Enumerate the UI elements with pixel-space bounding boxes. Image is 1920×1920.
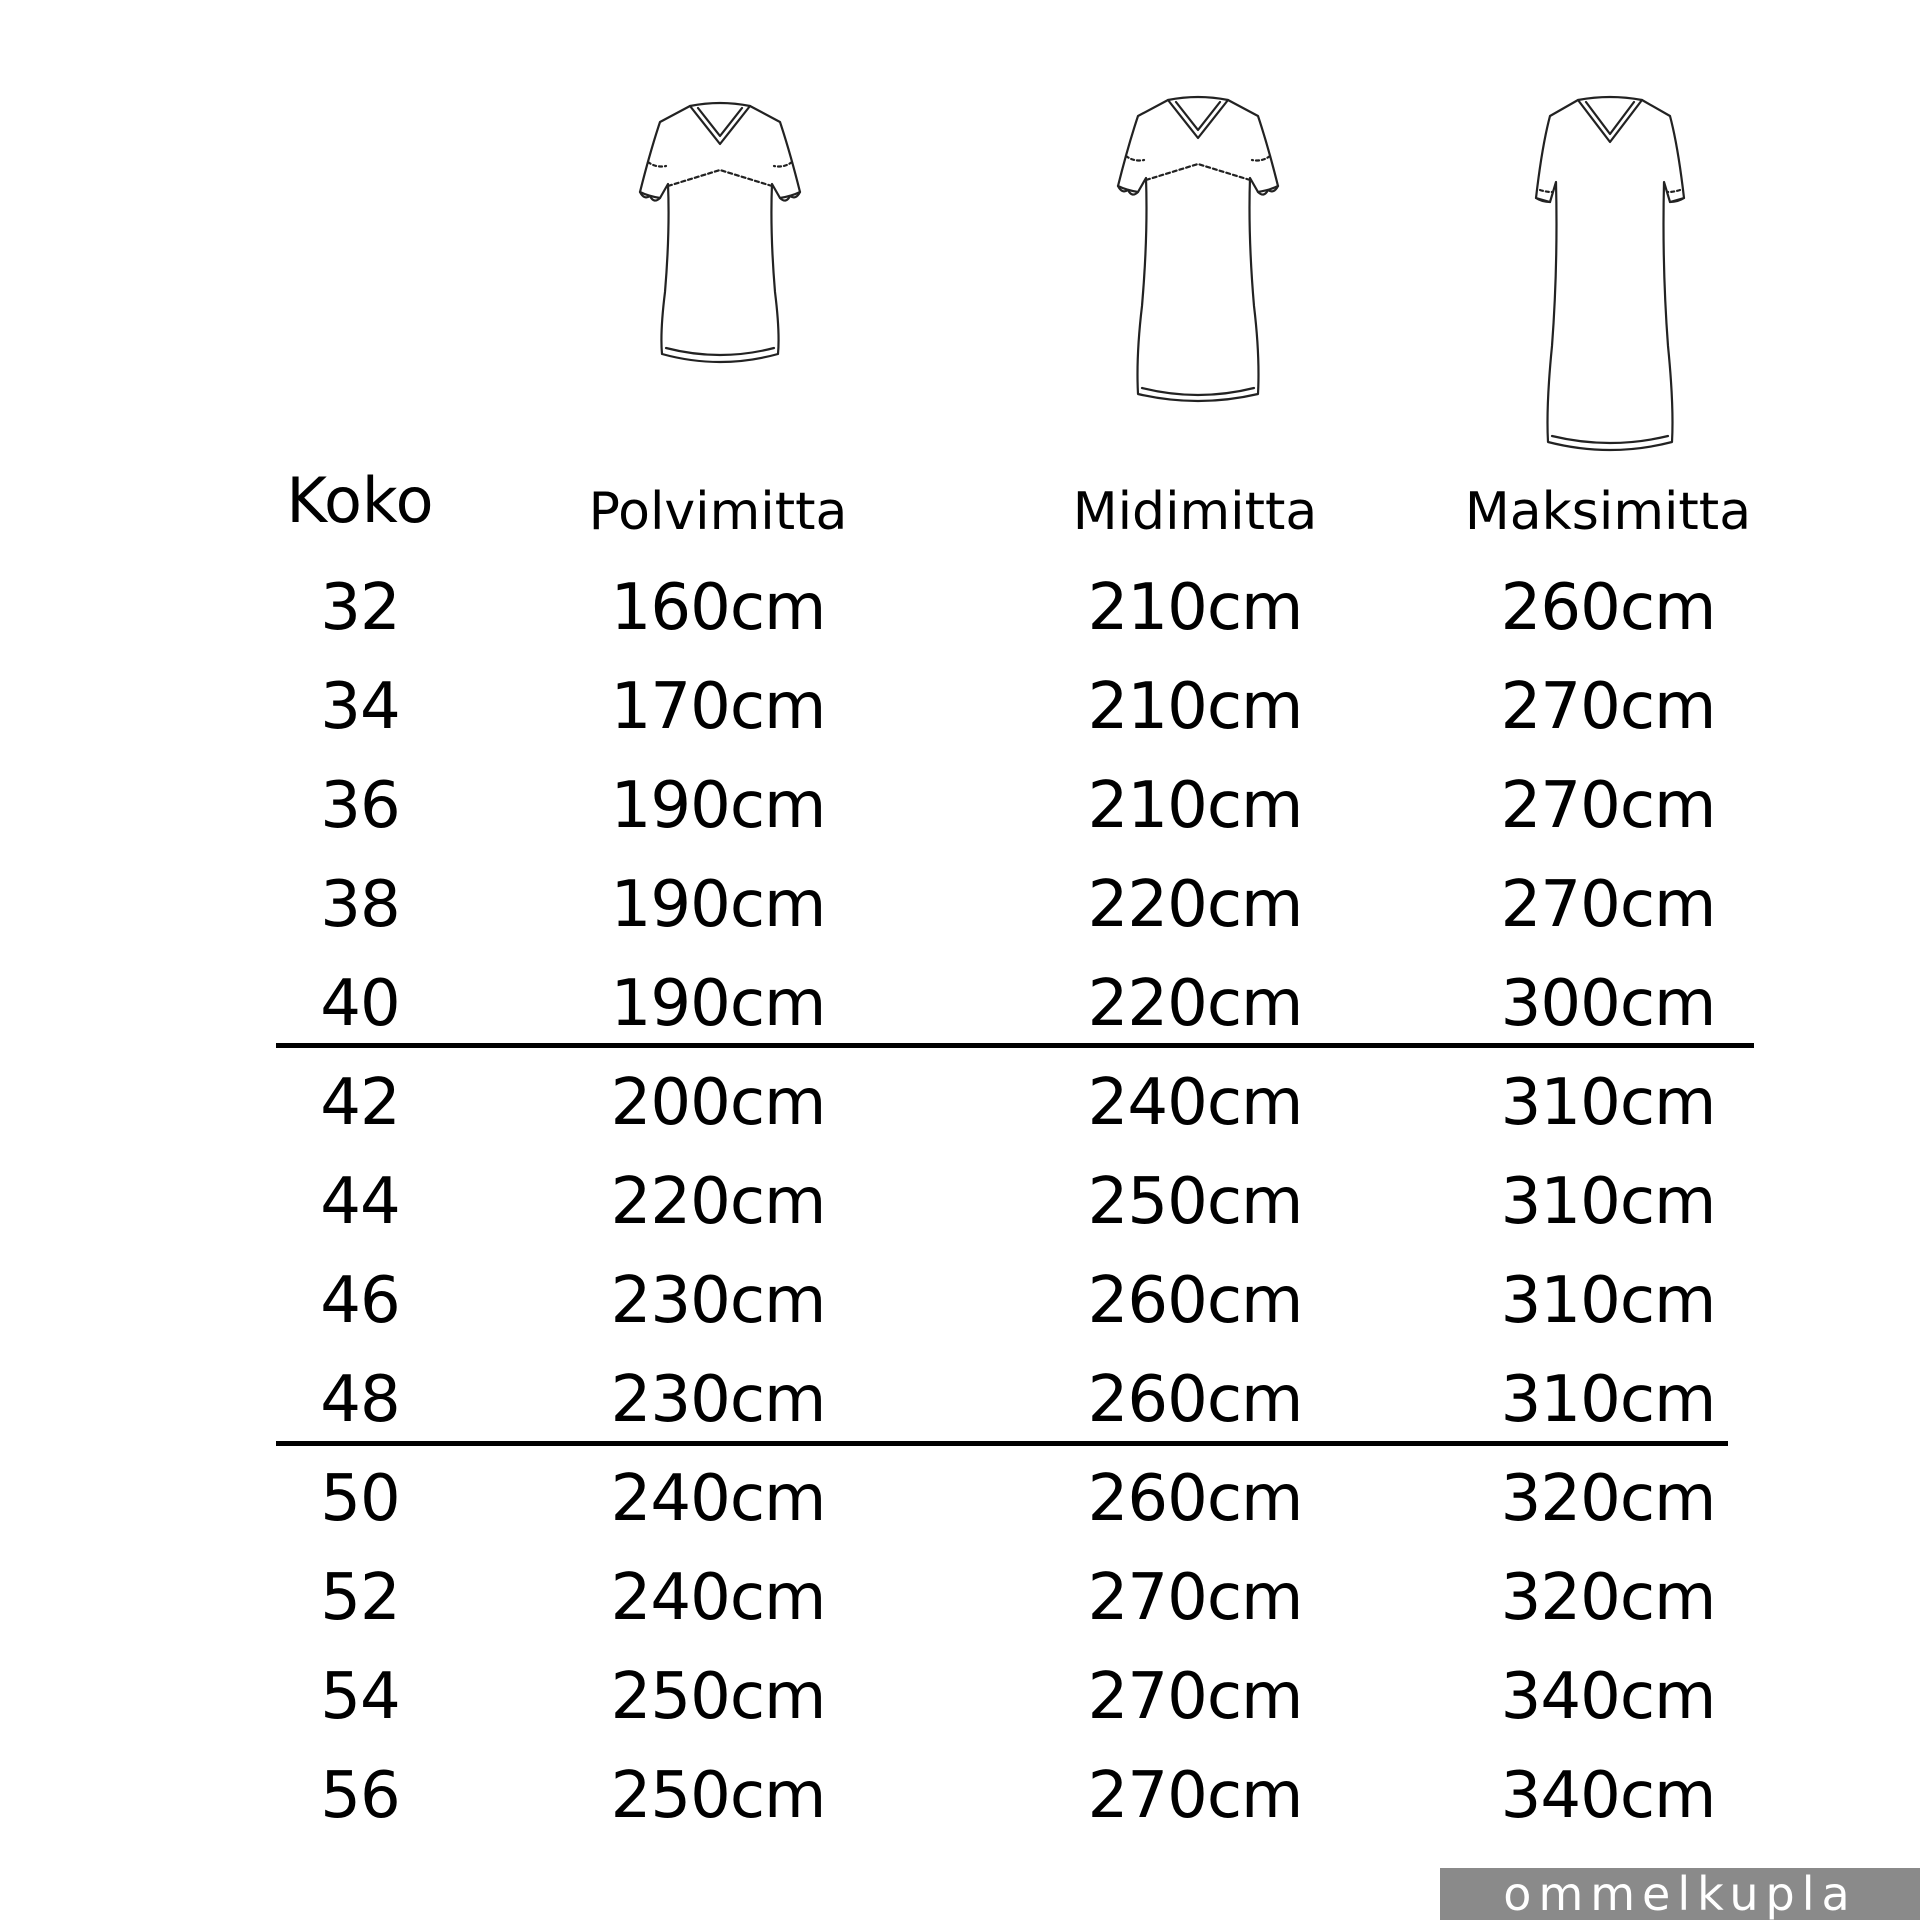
size-cell: 42 [320,1066,400,1140]
column-header-koko: Koko [286,464,434,537]
size-cell: 52 [320,1561,400,1635]
length-cell-polvimitta: 160cm [610,571,826,645]
length-cell-maksimitta: 310cm [1500,1066,1716,1140]
length-cell-polvimitta: 170cm [610,670,826,744]
size-cell: 54 [320,1660,400,1734]
column-header-maksimitta: Maksimitta [1464,482,1752,542]
length-cell-midimitta: 210cm [1087,670,1303,744]
length-cell-midimitta: 250cm [1087,1165,1303,1239]
size-cell: 34 [320,670,400,744]
maxi-length-dress-icon [1510,86,1710,456]
size-cell: 50 [320,1462,400,1536]
size-cell: 38 [320,868,400,942]
column-header-midimitta: Midimitta [1072,482,1318,542]
length-cell-midimitta: 270cm [1087,1759,1303,1833]
length-cell-maksimitta: 300cm [1500,967,1716,1041]
length-cell-polvimitta: 190cm [610,868,826,942]
group-divider-40-42 [276,1043,1754,1048]
length-cell-midimitta: 270cm [1087,1660,1303,1734]
length-cell-polvimitta: 240cm [610,1462,826,1536]
length-cell-maksimitta: 270cm [1500,769,1716,843]
length-cell-midimitta: 240cm [1087,1066,1303,1140]
knee-length-dress-icon [620,92,820,382]
length-cell-midimitta: 260cm [1087,1462,1303,1536]
length-cell-polvimitta: 200cm [610,1066,826,1140]
length-cell-polvimitta: 230cm [610,1363,826,1437]
length-cell-polvimitta: 230cm [610,1264,826,1338]
length-cell-midimitta: 220cm [1087,868,1303,942]
length-cell-polvimitta: 190cm [610,769,826,843]
length-cell-polvimitta: 250cm [610,1759,826,1833]
column-header-polvimitta: Polvimitta [588,482,848,542]
size-cell: 48 [320,1363,400,1437]
length-cell-midimitta: 260cm [1087,1363,1303,1437]
length-cell-midimitta: 210cm [1087,571,1303,645]
length-cell-maksimitta: 320cm [1500,1462,1716,1536]
length-cell-maksimitta: 340cm [1500,1660,1716,1734]
length-cell-maksimitta: 260cm [1500,571,1716,645]
length-cell-maksimitta: 310cm [1500,1264,1716,1338]
group-divider-48-50 [276,1441,1728,1446]
length-cell-polvimitta: 190cm [610,967,826,1041]
length-cell-maksimitta: 270cm [1500,670,1716,744]
length-cell-maksimitta: 340cm [1500,1759,1716,1833]
length-cell-midimitta: 270cm [1087,1561,1303,1635]
length-cell-maksimitta: 270cm [1500,868,1716,942]
length-cell-polvimitta: 220cm [610,1165,826,1239]
length-cell-midimitta: 210cm [1087,769,1303,843]
brand-watermark: ommelkupla [1440,1868,1920,1920]
size-cell: 56 [320,1759,400,1833]
size-cell: 46 [320,1264,400,1338]
length-cell-polvimitta: 240cm [610,1561,826,1635]
length-cell-midimitta: 220cm [1087,967,1303,1041]
length-cell-polvimitta: 250cm [610,1660,826,1734]
midi-length-dress-icon [1098,86,1298,406]
length-cell-maksimitta: 320cm [1500,1561,1716,1635]
size-cell: 32 [320,571,400,645]
size-cell: 44 [320,1165,400,1239]
size-cell: 40 [320,967,400,1041]
length-cell-midimitta: 260cm [1087,1264,1303,1338]
size-cell: 36 [320,769,400,843]
length-cell-maksimitta: 310cm [1500,1363,1716,1437]
length-cell-maksimitta: 310cm [1500,1165,1716,1239]
